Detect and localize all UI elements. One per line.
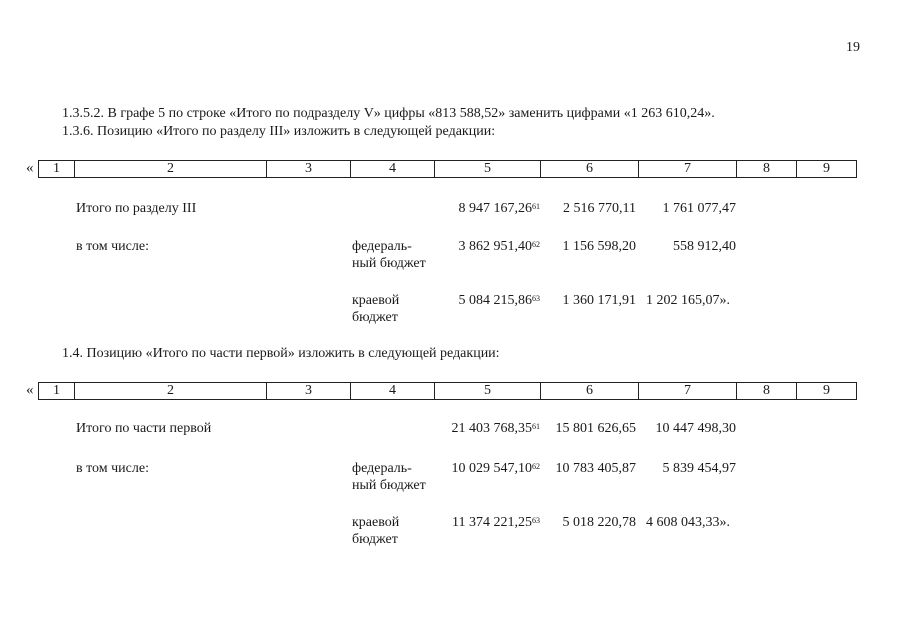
col7-value: 1 761 077,47 (662, 201, 736, 216)
column-header-8: 8 (737, 383, 797, 400)
column-header-4: 4 (351, 383, 435, 400)
col4-value: федераль- ный бюджет (352, 239, 426, 271)
col5-value: 11 374 221,25$^{63}$ (452, 515, 540, 530)
col5-value: 10 029 547,10$^{62}$ (451, 461, 540, 476)
row-label: Итого по части первой (76, 421, 212, 436)
col7-value: 558 912,40 (673, 239, 736, 254)
column-header-3: 3 (267, 161, 351, 178)
col5-value: 3 862 951,40$^{62}$ (458, 239, 540, 254)
column-header-5: 5 (435, 161, 541, 178)
col4-value: краевой бюджет (352, 515, 400, 547)
col6-value: 15 801 626,65 (555, 421, 636, 436)
col7-value: 1 202 165,07». (646, 293, 730, 308)
column-header-2: 2 (75, 383, 267, 400)
row-label: Итого по разделу III (76, 201, 197, 216)
page-number: 19 (846, 40, 860, 55)
col5-value: 5 084 215,86$^{63}$ (458, 293, 540, 308)
column-header-7: 7 (639, 383, 737, 400)
paragraph-1-3-5-2: 1.3.5.2. В графе 5 по строке «Итого по подразделу V» цифры «813 588,52» заменить цифрами «1 263 610,24». (62, 106, 715, 121)
column-header-8: 8 (737, 161, 797, 178)
row-label: в том числе: (76, 461, 149, 476)
column-header-9: 9 (797, 161, 857, 178)
column-header-1: 1 (39, 161, 75, 178)
col7-value: 5 839 454,97 (662, 461, 736, 476)
table1-column-header-row (38, 160, 857, 178)
row-label: в том числе: (76, 239, 149, 254)
column-header-5: 5 (435, 383, 541, 400)
table2-column-header-row (38, 382, 857, 400)
col6-value: 1 156 598,20 (562, 239, 636, 254)
paragraph-1-4: 1.4. Позицию «Итого по части первой» изложить в следующей редакции: (62, 346, 500, 361)
col6-value: 1 360 171,91 (562, 293, 636, 308)
column-header-3: 3 (267, 383, 351, 400)
column-header-1: 1 (39, 383, 75, 400)
col7-value: 4 608 043,33». (646, 515, 730, 530)
column-header-6: 6 (541, 383, 639, 400)
column-header-2: 2 (75, 161, 267, 178)
column-header-4: 4 (351, 161, 435, 178)
column-header-6: 6 (541, 161, 639, 178)
col6-value: 2 516 770,11 (563, 201, 636, 216)
opening-quote-mark: « (26, 382, 34, 398)
paragraph-1-3-6: 1.3.6. Позицию «Итого по разделу III» изложить в следующей редакции: (62, 124, 496, 139)
col4-value: краевой бюджет (352, 293, 400, 325)
opening-quote-mark: « (26, 160, 34, 176)
col6-value: 5 018 220,78 (562, 515, 636, 530)
column-header-9: 9 (797, 383, 857, 400)
col7-value: 10 447 498,30 (655, 421, 736, 436)
col4-value: федераль- ный бюджет (352, 461, 426, 493)
col5-value: 21 403 768,35$^{61}$ (451, 421, 540, 436)
column-header-7: 7 (639, 161, 737, 178)
col5-value: 8 947 167,26$^{61}$ (458, 201, 540, 216)
col6-value: 10 783 405,87 (555, 461, 636, 476)
